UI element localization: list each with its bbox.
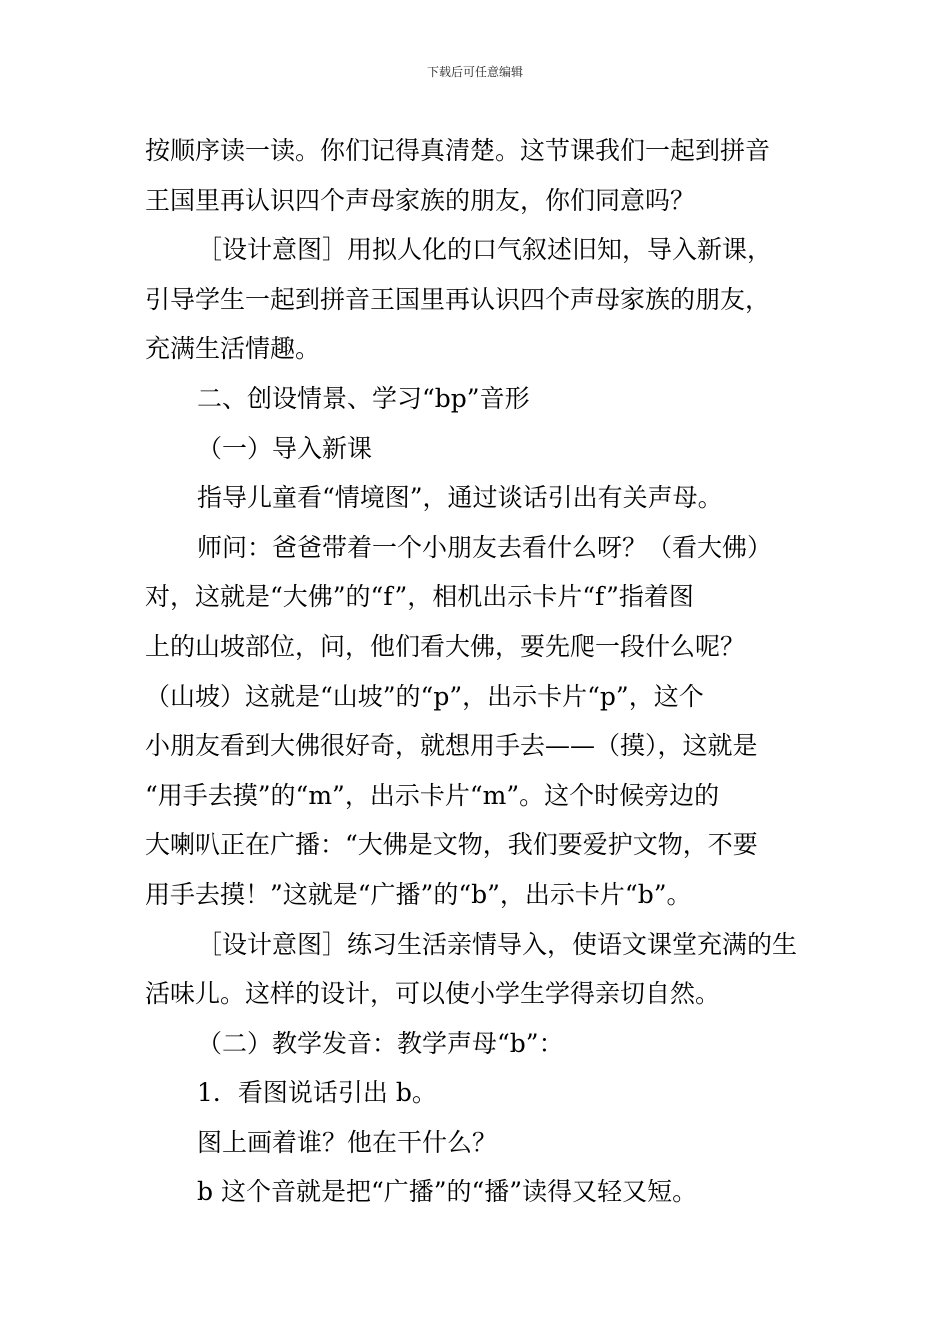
text-line: 王国里再认识四个声母家族的朋友，你们同意吗？	[145, 185, 696, 215]
document-body	[145, 126, 810, 1217]
text-line: ［设计意图］练习生活亲情导入，使语文课堂充满的生	[197, 929, 798, 959]
subsection-heading: （二）教学发音：教学声母“b”：	[197, 1028, 564, 1058]
text-line: “用手去摸”的“m”，出示卡片“m”。这个时候旁边的	[145, 780, 720, 810]
text-line: 按顺序读一读。你们记得真清楚。这节课我们一起到拼音	[145, 136, 771, 165]
text-line: 大喇叭正在广播：“大佛是文物，我们要爱护文物，不要	[145, 830, 758, 860]
text-line: 引导学生一起到拼音王国里再认识四个声母家族的朋友，	[145, 284, 771, 314]
subsection-heading: （一）导入新课	[197, 433, 373, 463]
text-line: b 这个音就是把“广播”的“播”读得又轻又短。	[197, 1177, 698, 1207]
text-line: 小朋友看到大佛很好奇，就想用手去——（摸），这就是	[145, 731, 758, 761]
section-heading: 二、创设情景、学习“bp”音形	[197, 383, 530, 413]
text-line: ［设计意图］用拟人化的口气叙述旧知，导入新课，	[197, 235, 773, 265]
text-line: （山坡）这就是“山坡”的“p”，出示卡片“p”，这个	[145, 681, 704, 711]
list-item: 1．看图说话引出 b。	[197, 1078, 437, 1108]
text-line: 指导儿童看“情境图”，通过谈话引出有关声母。	[197, 483, 723, 513]
page-header: 下载后可任意编辑	[426, 65, 523, 79]
text-line: 用手去摸！”这就是“广播”的“b”，出示卡片“b”。	[145, 879, 692, 909]
text-line: 图上画着谁？他在干什么？	[197, 1127, 498, 1157]
text-line: 活味儿。这样的设计，可以使小学生学得亲切自然。	[145, 979, 721, 1009]
text-line: 师问：爸爸带着一个小朋友去看什么呀？（看大佛）	[197, 532, 773, 562]
text-line: 对，这就是“大佛”的“f”，相机出示卡片“f”指着图	[145, 582, 694, 612]
text-line: 上的山坡部位，问，他们看大佛，要先爬一段什么呢？	[145, 631, 746, 661]
text-line: 充满生活情趣。	[145, 334, 321, 364]
